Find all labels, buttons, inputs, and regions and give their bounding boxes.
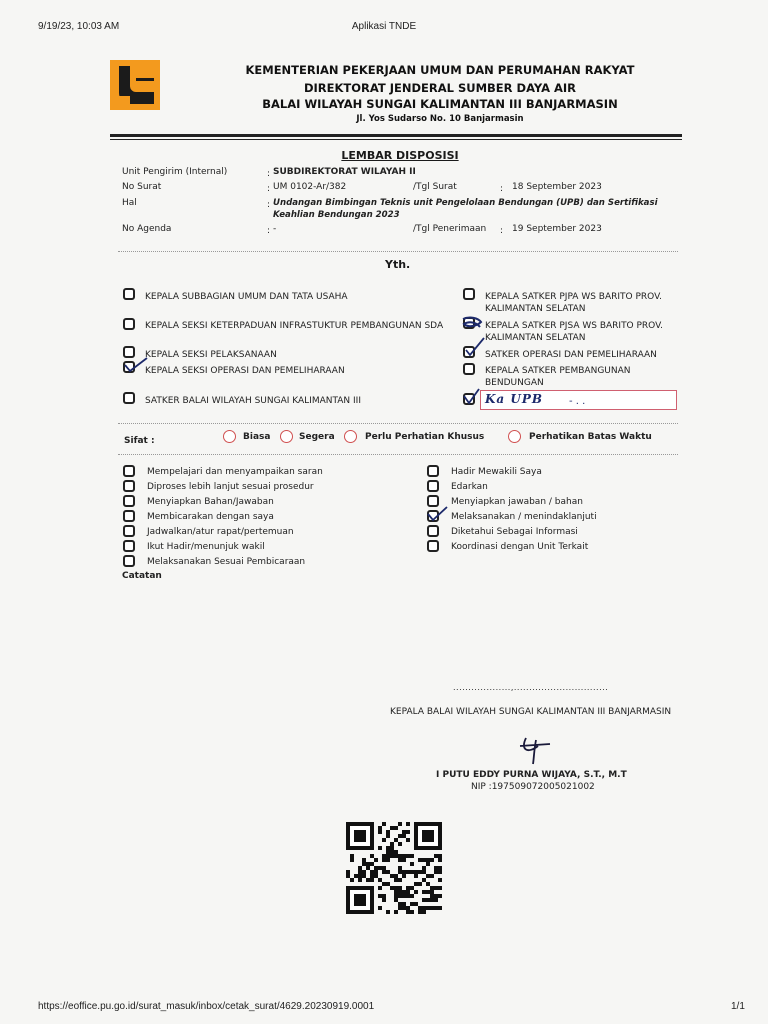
- handwritten-scribble-icon: [460, 314, 486, 334]
- checkbox-instr-left-6[interactable]: [123, 555, 135, 567]
- recipient-label-2: KALIMANTAN SELATAN: [485, 304, 586, 314]
- hal-value-line2: Keahlian Bendungan 2023: [273, 210, 400, 220]
- pu-logo: [110, 60, 160, 110]
- signer-nip: NIP :197509072005021002: [471, 782, 595, 792]
- divider: [118, 251, 678, 252]
- instruction-label: Hadir Mewakili Saya: [451, 467, 542, 477]
- divider: [118, 423, 678, 424]
- hal-label: Hal: [122, 198, 137, 208]
- sifat-label: Sifat :: [124, 436, 155, 446]
- sifat-option: Perlu Perhatian Khusus: [365, 432, 485, 442]
- checkbox-instr-left-1[interactable]: [123, 480, 135, 492]
- radio-segera[interactable]: [280, 430, 293, 443]
- recipient-label: KEPALA SEKSI PELAKSANAAN: [145, 350, 277, 360]
- divider: [118, 454, 678, 455]
- sifat-option: Biasa: [243, 432, 271, 442]
- checkbox-instr-left-2[interactable]: [123, 495, 135, 507]
- signer-name: I PUTU EDDY PURNA WIJAYA, S.T., M.T: [436, 770, 627, 780]
- checkbox-instr-left-5[interactable]: [123, 540, 135, 552]
- tgl-terima-label: /Tgl Penerimaan: [413, 224, 487, 234]
- recipient-label-2: BENDUNGAN: [485, 378, 544, 388]
- colon: :: [500, 184, 504, 194]
- no-surat-value: UM 0102-Ar/382: [273, 182, 347, 192]
- colon: :: [267, 184, 271, 194]
- instruction-label: Menyiapkan jawaban / bahan: [451, 497, 583, 507]
- radio-biasa[interactable]: [223, 430, 236, 443]
- instruction-label: Melaksanakan / menindaklanjuti: [451, 512, 597, 522]
- tgl-surat-label: /Tgl Surat: [413, 182, 457, 192]
- place-date-placeholder: ...................,...............................: [453, 683, 609, 692]
- instruction-label: Jadwalkan/atur rapat/pertemuan: [147, 527, 294, 537]
- colon: :: [267, 200, 271, 210]
- checkbox-instr-right-0[interactable]: [427, 465, 439, 477]
- checkbox-instr-right-4[interactable]: [427, 525, 439, 537]
- kop-ministry: KEMENTERIAN PEKERJAAN UMUM DAN PERUMAHAN RAKYAT: [245, 63, 635, 77]
- recipient-label: KEPALA SATKER PJPA WS BARITO PROV.: [485, 292, 662, 302]
- checkbox-instr-left-3[interactable]: [123, 510, 135, 522]
- header-rule-thin: [110, 139, 682, 140]
- sifat-option: Segera: [299, 432, 335, 442]
- tgl-terima-value: 19 September 2023: [512, 224, 602, 234]
- header-rule-thick: [110, 134, 682, 137]
- signer-position: KEPALA BALAI WILAYAH SUNGAI KALIMANTAN III BANJARMASIN: [390, 707, 672, 717]
- recipient-label: SATKER BALAI WILAYAH SUNGAI KALIMANTAN III: [145, 396, 361, 406]
- no-surat-label: No Surat: [122, 182, 162, 192]
- instruction-label: Edarkan: [451, 482, 488, 492]
- recipient-label: KEPALA SEKSI OPERASI DAN PEMELIHARAAN: [145, 366, 345, 376]
- radio-batas-waktu[interactable]: [508, 430, 521, 443]
- recipient-label: KEPALA SATKER PEMBANGUNAN: [485, 366, 631, 376]
- unit-label: Unit Pengirim (Internal): [122, 167, 228, 177]
- recipient-label-2: KALIMANTAN SELATAN: [485, 333, 586, 343]
- catatan-label: Catatan: [122, 571, 162, 581]
- print-datetime: 9/19/23, 10:03 AM: [38, 21, 120, 32]
- colon: :: [267, 226, 271, 236]
- colon: :: [267, 169, 271, 179]
- colon: :: [500, 226, 504, 236]
- instruction-label: Melaksanakan Sesuai Pembicaraan: [147, 557, 306, 567]
- kop-address: Jl. Yos Sudarso No. 10 Banjarmasin: [356, 114, 524, 124]
- form-title: LEMBAR DISPOSISI: [341, 149, 459, 162]
- handwritten-text: Ka UPB: [485, 392, 544, 406]
- checkbox-yth-left-4[interactable]: [123, 392, 135, 404]
- checkbox-instr-left-0[interactable]: [123, 465, 135, 477]
- unit-value: SUBDIREKTORAT WILAYAH II: [273, 167, 416, 177]
- kop-directorate: DIREKTORAT JENDERAL SUMBER DAYA AIR: [303, 81, 577, 95]
- tgl-surat-value: 18 September 2023: [512, 182, 602, 192]
- checkbox-yth-left-1[interactable]: [123, 318, 135, 330]
- instruction-label: Menyiapkan Bahan/Jawaban: [147, 497, 274, 507]
- instruction-label: Diproses lebih lanjut sesuai prosedur: [147, 482, 314, 492]
- recipient-label: SATKER OPERASI DAN PEMELIHARAAN: [485, 350, 657, 360]
- instruction-label: Koordinasi dengan Unit Terkait: [451, 542, 589, 552]
- hal-value-line1: Undangan Bimbingan Teknis unit Pengelolaan Bendungan (UPB) dan Sertifikasi: [273, 198, 658, 208]
- print-app-title: Aplikasi TNDE: [351, 21, 417, 32]
- print-page-count: 1/1: [731, 1001, 745, 1012]
- kop-balai: BALAI WILAYAH SUNGAI KALIMANTAN III BANJARMASIN: [262, 97, 618, 111]
- checkbox-instr-left-4[interactable]: [123, 525, 135, 537]
- print-url: https://eoffice.pu.go.id/surat_masuk/inbox/cetak_surat/4629.20230919.0001: [38, 1001, 375, 1012]
- qr-code-icon: [346, 822, 442, 914]
- instruction-label: Diketahui Sebagai Informasi: [451, 527, 578, 537]
- instruction-label: Ikut Hadir/menunjuk wakil: [147, 542, 265, 552]
- handwritten-check-icon: [425, 504, 451, 524]
- checkbox-instr-right-1[interactable]: [427, 480, 439, 492]
- agenda-value: -: [273, 224, 277, 234]
- checkbox-yth-right-3[interactable]: [463, 363, 475, 375]
- yth-title: Yth.: [385, 258, 411, 271]
- agenda-label: No Agenda: [122, 224, 172, 234]
- recipient-label: KEPALA SUBBAGIAN UMUM DAN TATA USAHA: [145, 292, 348, 302]
- instruction-label: Membicarakan dengan saya: [147, 512, 274, 522]
- sifat-option: Perhatikan Batas Waktu: [529, 432, 652, 442]
- other-recipient-field[interactable]: Ka UPB - . .: [480, 390, 677, 410]
- signature-icon: [516, 732, 556, 766]
- checkbox-yth-left-0[interactable]: [123, 288, 135, 300]
- checkbox-yth-right-0[interactable]: [463, 288, 475, 300]
- recipient-label: KEPALA SATKER PJSA WS BARITO PROV.: [485, 321, 663, 331]
- checkbox-instr-right-5[interactable]: [427, 540, 439, 552]
- radio-perlu-perhatian[interactable]: [344, 430, 357, 443]
- recipient-label: KEPALA SEKSI KETERPADUAN INFRASTUKTUR PEMBANGUNAN SDA: [145, 321, 444, 331]
- instruction-label: Mempelajari dan menyampaikan saran: [147, 467, 323, 477]
